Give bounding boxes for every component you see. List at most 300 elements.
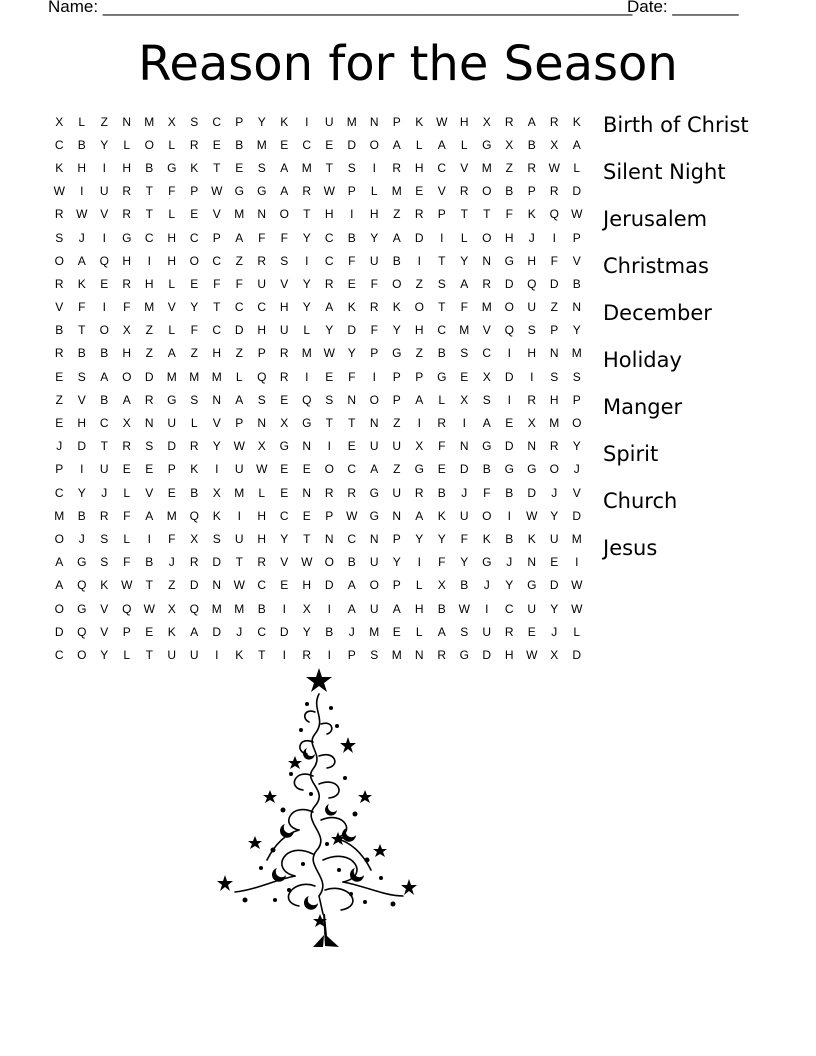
grid-letter: J	[168, 555, 175, 570]
grid-letter: O	[189, 253, 199, 268]
grid-letter: R	[324, 276, 334, 291]
grid-letter: Z	[168, 578, 176, 593]
grid-letter: G	[167, 160, 177, 175]
grid-letter: R	[437, 416, 447, 431]
grid-letter: L	[573, 624, 581, 639]
date-blank: _______	[672, 0, 739, 16]
grid-letter: W	[301, 555, 313, 570]
grid-letter: H	[122, 160, 132, 175]
grid-letter: H	[167, 253, 177, 268]
grid-letter: M	[144, 300, 155, 315]
grid-letter: D	[572, 184, 582, 199]
grid-letter: X	[505, 137, 514, 152]
grid-letter: B	[482, 462, 491, 477]
grid-letter: S	[460, 346, 469, 361]
grid-letter: G	[504, 462, 514, 477]
grid-letter: C	[347, 531, 357, 546]
grid-letter: F	[213, 276, 221, 291]
grid-letter: T	[438, 300, 446, 315]
grid-letter: E	[212, 137, 221, 152]
grid-letter: R	[369, 300, 379, 315]
grid-letter: E	[437, 462, 446, 477]
grid-letter: U	[369, 601, 379, 616]
grid-letter: Y	[257, 114, 266, 129]
grid-letter: W	[548, 160, 560, 175]
grid-letter: R	[279, 369, 289, 384]
grid-letter: W	[121, 578, 133, 593]
grid-letter: W	[323, 184, 335, 199]
grid-letter: I	[372, 160, 376, 175]
grid-letter: E	[145, 624, 154, 639]
grid-letter: K	[280, 114, 289, 129]
grid-letter: S	[460, 624, 469, 639]
word-list-item: Church	[603, 489, 678, 513]
grid-letter: J	[56, 439, 63, 454]
grid-letter: A	[325, 300, 334, 315]
grid-letter: R	[347, 485, 357, 500]
grid-letter: Z	[145, 323, 153, 338]
grid-letter: I	[417, 253, 421, 268]
grid-letter: U	[279, 323, 289, 338]
grid-letter: O	[504, 300, 514, 315]
grid-letter: W	[211, 184, 223, 199]
grid-letter: F	[123, 508, 131, 523]
grid-letter: D	[482, 647, 492, 662]
grid-letter: U	[167, 647, 177, 662]
grid-letter: J	[506, 555, 513, 570]
grid-letter: O	[77, 647, 87, 662]
grid-letter: Y	[302, 230, 311, 245]
grid-letter: U	[369, 439, 379, 454]
grid-letter: G	[302, 416, 312, 431]
grid-letter: C	[324, 253, 334, 268]
grid-letter: L	[438, 392, 446, 407]
grid-letter: C	[234, 300, 244, 315]
grid-letter: C	[482, 346, 492, 361]
grid-letter: N	[414, 647, 424, 662]
grid-letter: P	[392, 392, 401, 407]
grid-letter: I	[440, 230, 444, 245]
grid-letter: O	[54, 531, 64, 546]
grid-letter: F	[258, 230, 266, 245]
grid-letter: Y	[100, 647, 109, 662]
grid-row	[48, 527, 588, 550]
grid-letter: Z	[235, 346, 243, 361]
grid-letter: R	[189, 439, 199, 454]
grid-letter: O	[572, 416, 582, 431]
grid-letter: P	[347, 647, 356, 662]
grid-letter: V	[572, 253, 581, 268]
grid-letter: R	[279, 346, 289, 361]
grid-letter: H	[144, 276, 154, 291]
grid-letter: I	[417, 555, 421, 570]
grid-letter: H	[527, 253, 537, 268]
grid-letter: L	[168, 323, 176, 338]
grid-letter: A	[437, 137, 446, 152]
christmas-tree-icon	[215, 664, 420, 950]
grid-letter: D	[189, 578, 199, 593]
grid-letter: C	[279, 508, 289, 523]
grid-letter: I	[282, 647, 286, 662]
grid-letter: A	[437, 624, 446, 639]
grid-letter: M	[369, 624, 380, 639]
grid-letter: O	[414, 300, 424, 315]
word-list-item: Jesus	[603, 536, 658, 560]
grid-letter: A	[415, 392, 424, 407]
grid-letter: H	[257, 531, 267, 546]
grid-letter: A	[145, 508, 154, 523]
grid-letter: C	[347, 462, 357, 477]
grid-letter: N	[482, 253, 492, 268]
grid-letter: L	[258, 485, 266, 500]
grid-letter: G	[482, 439, 492, 454]
grid-letter: R	[549, 184, 559, 199]
grid-letter: B	[527, 137, 536, 152]
grid-letter: I	[372, 369, 376, 384]
grid-letter: R	[189, 137, 199, 152]
grid-letter: D	[54, 624, 64, 639]
grid-row	[48, 481, 588, 504]
grid-letter: T	[145, 647, 153, 662]
grid-letter: L	[123, 485, 131, 500]
grid-letter: W	[233, 439, 245, 454]
grid-letter: E	[302, 462, 311, 477]
grid-letter: E	[325, 369, 334, 384]
grid-letter: H	[549, 392, 559, 407]
grid-letter: I	[305, 253, 309, 268]
grid-letter: Q	[189, 508, 199, 523]
grid-letter: A	[167, 346, 176, 361]
grid-letter: K	[415, 114, 424, 129]
grid-letter: U	[234, 462, 244, 477]
grid-letter: L	[123, 531, 131, 546]
grid-letter: I	[237, 508, 241, 523]
grid-letter: I	[327, 647, 331, 662]
grid-letter: Q	[302, 392, 312, 407]
grid-letter: B	[77, 346, 86, 361]
grid-letter: F	[190, 323, 198, 338]
grid-letter: P	[437, 207, 446, 222]
grid-letter: B	[77, 508, 86, 523]
grid-row	[48, 504, 588, 527]
grid-letter: C	[189, 230, 199, 245]
grid-letter: N	[392, 508, 402, 523]
grid-letter: O	[392, 276, 402, 291]
grid-letter: Q	[549, 207, 559, 222]
grid-letter: Z	[550, 300, 558, 315]
grid-letter: F	[550, 253, 558, 268]
grid-letter: M	[481, 160, 492, 175]
grid-letter: C	[257, 624, 267, 639]
grid-letter: D	[347, 137, 357, 152]
grid-letter: V	[100, 601, 109, 616]
grid-letter: E	[280, 485, 289, 500]
grid-letter: L	[168, 207, 176, 222]
grid-letter: X	[167, 601, 176, 616]
grid-letter: L	[415, 578, 423, 593]
grid-letter: R	[144, 392, 154, 407]
grid-letter: C	[54, 485, 64, 500]
grid-letter: J	[551, 485, 558, 500]
grid-letter: I	[575, 555, 579, 570]
grid-letter: X	[257, 439, 266, 454]
grid-letter: K	[190, 160, 199, 175]
grid-letter: E	[190, 276, 199, 291]
grid-row	[48, 342, 588, 365]
grid-letter: S	[325, 392, 334, 407]
grid-letter: L	[460, 230, 468, 245]
grid-letter: P	[235, 416, 244, 431]
grid-letter: S	[257, 392, 266, 407]
grid-letter: Y	[302, 624, 311, 639]
grid-letter: R	[99, 508, 109, 523]
grid-letter: X	[527, 416, 536, 431]
grid-letter: N	[122, 114, 132, 129]
grid-letter: S	[437, 276, 446, 291]
grid-letter: W	[526, 647, 538, 662]
grid-letter: G	[414, 462, 424, 477]
grid-letter: T	[325, 416, 333, 431]
grid-letter: S	[55, 230, 64, 245]
page-title: Reason for the Season	[138, 36, 678, 92]
grid-letter: W	[76, 207, 88, 222]
grid-letter: R	[527, 392, 537, 407]
grid-row	[48, 272, 588, 295]
grid-letter: Y	[572, 323, 581, 338]
grid-letter: A	[392, 230, 401, 245]
grid-letter: D	[324, 578, 334, 593]
grid-letter: P	[167, 462, 176, 477]
grid-letter: H	[77, 160, 87, 175]
grid-letter: T	[303, 207, 311, 222]
grid-row	[48, 203, 588, 226]
grid-letter: P	[572, 230, 581, 245]
grid-letter: K	[190, 462, 199, 477]
grid-letter: H	[369, 207, 379, 222]
grid-letter: K	[212, 508, 221, 523]
grid-row	[48, 249, 588, 272]
grid-letter: U	[167, 416, 177, 431]
grid-letter: A	[235, 392, 244, 407]
grid-letter: L	[123, 137, 131, 152]
grid-letter: U	[392, 439, 402, 454]
grid-letter: C	[504, 601, 514, 616]
word-list-item: Spirit	[603, 442, 659, 466]
grid-letter: F	[370, 276, 378, 291]
grid-letter: J	[461, 485, 468, 500]
grid-letter: L	[168, 276, 176, 291]
grid-letter: N	[324, 531, 334, 546]
grid-letter: R	[122, 184, 132, 199]
grid-letter: B	[505, 485, 514, 500]
grid-letter: A	[527, 114, 536, 129]
grid-letter: K	[527, 531, 536, 546]
grid-letter: L	[370, 184, 378, 199]
grid-letter: R	[302, 184, 312, 199]
grid-letter: C	[54, 137, 64, 152]
grid-letter: M	[481, 300, 492, 315]
grid-letter: S	[100, 531, 109, 546]
grid-letter: H	[504, 647, 514, 662]
grid-letter: Y	[437, 531, 446, 546]
word-list-item: December	[603, 301, 712, 325]
grid-letter: D	[504, 276, 514, 291]
grid-letter: I	[507, 346, 511, 361]
grid-letter: J	[551, 624, 558, 639]
grid-row	[48, 319, 588, 342]
grid-letter: S	[212, 531, 221, 546]
grid-letter: E	[392, 624, 401, 639]
grid-letter: Z	[393, 462, 401, 477]
grid-letter: K	[572, 114, 581, 129]
grid-letter: Y	[370, 230, 379, 245]
grid-letter: I	[102, 300, 106, 315]
grid-letter: F	[370, 323, 378, 338]
grid-letter: T	[213, 300, 221, 315]
grid-row	[48, 388, 588, 411]
grid-letter: P	[550, 323, 559, 338]
grid-letter: O	[482, 508, 492, 523]
date-field	[627, 0, 739, 18]
grid-letter: Z	[505, 160, 513, 175]
grid-letter: B	[437, 601, 446, 616]
grid-letter: V	[145, 485, 154, 500]
grid-letter: V	[100, 624, 109, 639]
grid-letter: W	[53, 184, 65, 199]
grid-letter: C	[302, 137, 312, 152]
grid-row	[48, 411, 588, 434]
grid-letter: V	[77, 392, 86, 407]
grid-letter: N	[302, 485, 312, 500]
grid-letter: X	[415, 439, 424, 454]
grid-letter: G	[122, 230, 132, 245]
grid-letter: U	[527, 300, 537, 315]
grid-letter: S	[190, 392, 199, 407]
grid-letter: X	[482, 369, 491, 384]
grid-row	[48, 296, 588, 319]
grid-letter: H	[504, 230, 514, 245]
grid-letter: M	[301, 346, 312, 361]
grid-letter: I	[305, 369, 309, 384]
grid-letter: H	[414, 323, 424, 338]
grid-letter: R	[54, 346, 64, 361]
grid-letter: U	[324, 114, 334, 129]
word-list-item: Birth of Christ	[603, 113, 749, 137]
grid-letter: G	[459, 647, 469, 662]
grid-letter: D	[572, 647, 582, 662]
grid-letter: V	[482, 323, 491, 338]
grid-letter: Z	[100, 114, 108, 129]
grid-letter: S	[257, 160, 266, 175]
grid-letter: A	[460, 276, 469, 291]
grid-letter: C	[212, 253, 222, 268]
grid-letter: M	[166, 369, 177, 384]
grid-letter: H	[257, 508, 267, 523]
grid-letter: Y	[280, 531, 289, 546]
grid-letter: Q	[99, 253, 109, 268]
grid-letter: D	[459, 462, 469, 477]
word-list-item: Christmas	[603, 254, 709, 278]
grid-letter: N	[527, 439, 537, 454]
grid-letter: J	[78, 531, 85, 546]
grid-letter: K	[77, 276, 86, 291]
grid-letter: B	[347, 230, 356, 245]
grid-letter: W	[436, 114, 448, 129]
grid-letter: V	[437, 184, 446, 199]
grid-letter: M	[234, 601, 245, 616]
grid-letter: N	[257, 416, 267, 431]
grid-letter: I	[102, 230, 106, 245]
grid-letter: N	[212, 578, 222, 593]
grid-letter: S	[370, 647, 379, 662]
grid-letter: A	[55, 555, 64, 570]
grid-letter: R	[504, 624, 514, 639]
grid-letter: Y	[550, 508, 559, 523]
grid-letter: R	[122, 439, 132, 454]
grid-letter: X	[212, 485, 221, 500]
grid-letter: I	[462, 416, 466, 431]
grid-letter: F	[505, 207, 513, 222]
grid-letter: E	[122, 462, 131, 477]
grid-letter: G	[437, 369, 447, 384]
grid-letter: O	[99, 323, 109, 338]
grid-letter: E	[55, 369, 64, 384]
grid-letter: P	[257, 346, 266, 361]
grid-letter: U	[189, 647, 199, 662]
grid-letter: O	[369, 578, 379, 593]
grid-letter: D	[527, 485, 537, 500]
grid-letter: Q	[257, 369, 267, 384]
grid-letter: C	[257, 578, 267, 593]
grid-letter: J	[528, 230, 535, 245]
grid-letter: L	[123, 647, 131, 662]
grid-letter: P	[392, 578, 401, 593]
grid-letter: G	[167, 392, 177, 407]
grid-letter: G	[279, 439, 289, 454]
grid-letter: S	[100, 555, 109, 570]
grid-letter: R	[549, 114, 559, 129]
grid-letter: K	[347, 300, 356, 315]
grid-row	[48, 365, 588, 388]
grid-letter: E	[280, 137, 289, 152]
grid-letter: A	[190, 624, 199, 639]
grid-letter: A	[482, 416, 491, 431]
grid-letter: E	[550, 555, 559, 570]
grid-letter: H	[257, 323, 267, 338]
grid-letter: V	[460, 160, 469, 175]
grid-letter: B	[145, 160, 154, 175]
grid-letter: H	[324, 207, 334, 222]
grid-letter: N	[257, 207, 267, 222]
grid-letter: A	[55, 578, 64, 593]
grid-letter: P	[527, 184, 536, 199]
grid-letter: C	[212, 323, 222, 338]
grid-letter: N	[212, 392, 222, 407]
grid-letter: U	[99, 462, 109, 477]
grid-letter: P	[392, 369, 401, 384]
grid-letter: I	[327, 439, 331, 454]
grid-letter: F	[123, 300, 131, 315]
grid-letter: N	[459, 439, 469, 454]
grid-letter: K	[482, 531, 491, 546]
grid-letter: T	[78, 323, 86, 338]
word-list-item: Silent Night	[603, 160, 726, 184]
grid-letter: Q	[504, 323, 514, 338]
grid-letter: M	[211, 601, 222, 616]
grid-letter: G	[504, 253, 514, 268]
grid-letter: A	[77, 253, 86, 268]
grid-letter: T	[460, 207, 468, 222]
